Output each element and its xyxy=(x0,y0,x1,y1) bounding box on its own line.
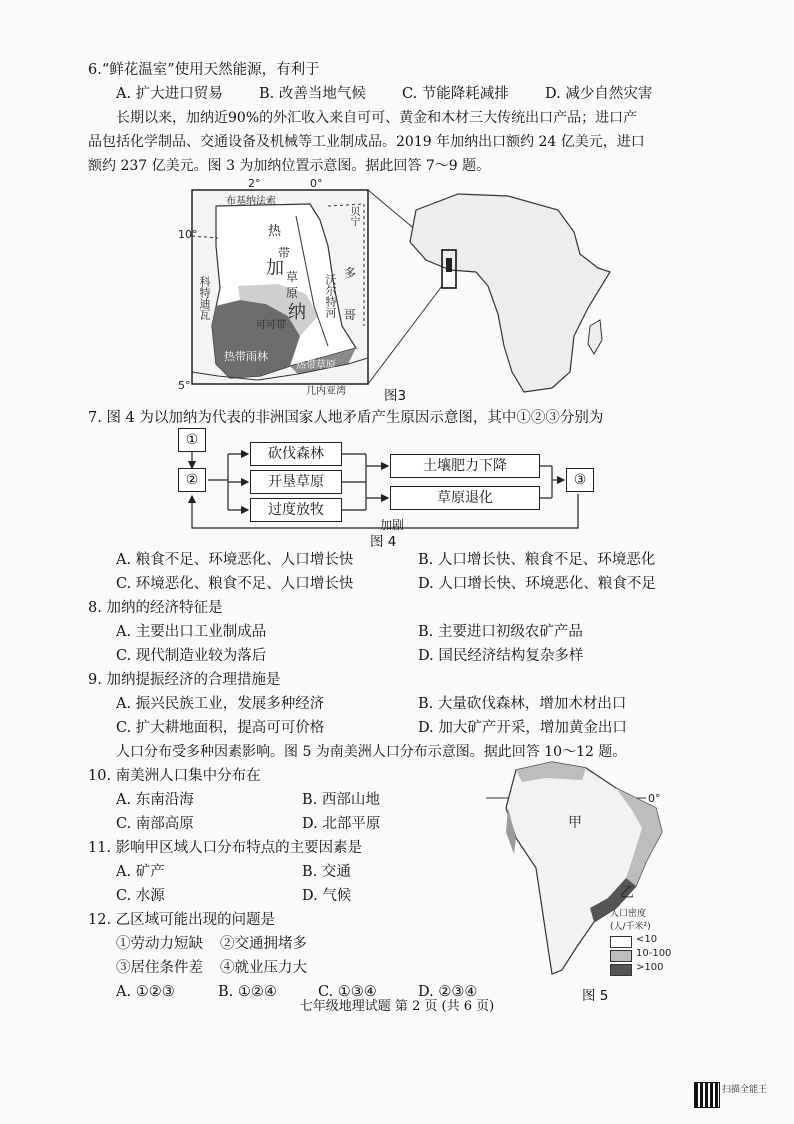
node-3: ③ xyxy=(566,468,594,492)
legend-row-mid xyxy=(610,948,686,962)
label-yuan: 原 xyxy=(286,286,299,300)
q7-option-a: A. 粮食不足、环境恶化、人口增长快 xyxy=(116,552,354,568)
node-2: ② xyxy=(178,468,206,492)
q12-option-a: A. ①②③ xyxy=(116,984,175,1000)
action-deforestation: 砍伐森林 xyxy=(250,442,342,466)
figure-5-caption: 图 5 xyxy=(582,988,609,1004)
label-benin: 贝宁 xyxy=(348,206,359,226)
figure-3-ghana-map xyxy=(178,176,618,404)
q12-item-1: ①劳动力短缺 xyxy=(116,936,203,952)
label-dai: 带 xyxy=(278,246,291,260)
legend-label-low: <10 xyxy=(636,934,658,945)
lat-label-10: 10° xyxy=(178,228,198,241)
region-jia-label: 甲 xyxy=(568,815,582,831)
q9-option-a: A. 振兴民族工业，发展多种经济 xyxy=(116,696,325,712)
legend-swatch-low xyxy=(610,936,632,948)
lat-label-5: 5° xyxy=(178,379,191,392)
q8-option-d: D. 国民经济结构复杂多样 xyxy=(418,648,584,664)
label-na: 纳 xyxy=(288,302,306,323)
legend-unit: (人/千米²) xyxy=(610,922,651,932)
q10-option-a: A. 东南沿海 xyxy=(116,792,194,808)
label-togo-duo: 多 xyxy=(344,266,357,280)
q11-stem: 11. 影响甲区域人口分布特点的主要因素是 xyxy=(88,840,363,856)
q10-stem: 10. 南美洲人口集中分布在 xyxy=(88,768,261,784)
lon-label-2: 2° xyxy=(248,177,261,190)
figure-3-caption: 图3 xyxy=(384,388,407,404)
label-savanna: 热带草原 xyxy=(296,360,336,371)
q9-option-b: B. 大量砍伐森林，增加木材出口 xyxy=(418,696,627,712)
legend-row-high xyxy=(610,962,686,976)
q12-option-c: C. ①③④ xyxy=(318,984,377,1000)
region-yi-label: 乙 xyxy=(620,885,634,901)
fig5-legend xyxy=(610,906,686,976)
feedback-label: 加剧 xyxy=(380,518,405,532)
passage2: 人口分布受多种因素影响。图 5 为南美洲人口分布示意图。据此回答 10～12 题。 xyxy=(116,744,627,760)
q8-option-c: C. 现代制造业较为落后 xyxy=(116,648,267,664)
q8-option-b: B. 主要进口初级农矿产品 xyxy=(418,624,583,640)
q12-item-2: ②交通拥堵多 xyxy=(220,936,307,952)
action-grassland-reclamation: 开垦草原 xyxy=(250,470,342,494)
q6-option-d: D. 减少自然灾害 xyxy=(545,86,653,102)
q8-option-a: A. 主要出口工业制成品 xyxy=(116,624,267,640)
equator-label: 0° xyxy=(648,792,661,805)
figure-5-south-america-map xyxy=(486,758,686,1006)
result-soil-fertility: 土壤肥力下降 xyxy=(390,454,540,478)
legend-title: 人口密度 xyxy=(610,909,647,919)
q11-option-a: A. 矿产 xyxy=(116,864,165,880)
q7-option-b: B. 人口增长快、粮食不足、环境恶化 xyxy=(418,552,656,568)
label-re: 热 xyxy=(268,224,282,239)
legend-row-low xyxy=(610,934,686,948)
label-burkina: 布基纳法索 xyxy=(226,196,276,207)
passage1-line1: 长期以来，加纳近90%的外汇收入来自可可、黄金和木材三大传统出口产品；进口产 xyxy=(116,110,638,126)
legend-label-mid: 10-100 xyxy=(636,948,672,959)
q6-stem: 6.“鲜花温室”使用天然能源，有利于 xyxy=(88,62,320,78)
q11-option-c: C. 水源 xyxy=(116,888,165,904)
label-cao: 草 xyxy=(286,270,299,284)
legend-label-high: >100 xyxy=(636,962,664,973)
q7-stem: 7. 图 4 为以加纳为代表的非洲国家人地矛盾产生原因示意图，其中①②③分别为 xyxy=(88,410,604,426)
passage1-line2: 品包括化学制品、交通设备及机械等工业制成品。2019 年加纳出口额约 24 亿美元，进口 xyxy=(88,134,645,150)
q8-stem: 8. 加纳的经济特征是 xyxy=(88,600,223,616)
q6-option-c: C. 节能降耗减排 xyxy=(402,86,509,102)
label-volta: 沃尔特河 xyxy=(324,274,337,318)
q10-option-d: D. 北部平原 xyxy=(302,816,381,832)
q12-item-4: ④就业压力大 xyxy=(220,960,307,976)
qr-code-icon xyxy=(694,1082,720,1108)
figure-4-caption: 图 4 xyxy=(370,534,397,550)
q12-option-d: D. ②③④ xyxy=(418,984,478,1000)
q9-option-d: D. 加大矿产开采，增加黄金出口 xyxy=(418,720,627,736)
ghana-map-graphic xyxy=(178,176,618,398)
q9-stem: 9. 加纳提振经济的合理措施是 xyxy=(88,672,281,688)
label-ivory-coast: 科特迪瓦 xyxy=(198,276,211,320)
q6-option-b: B. 改善当地气候 xyxy=(259,86,366,102)
label-cocoa: 可可带 xyxy=(256,320,286,331)
label-gulf: 几内亚湾 xyxy=(306,386,346,397)
label-jia: 加 xyxy=(266,258,284,279)
passage1-line3: 额约 237 亿美元。图 3 为加纳位置示意图。据此回答 7～9 题。 xyxy=(88,158,491,174)
action-overgrazing: 过度放牧 xyxy=(250,498,342,522)
q12-stem: 12. 乙区域可能出现的问题是 xyxy=(88,912,276,928)
q12-item-3: ③居住条件差 xyxy=(116,960,203,976)
node-1: ① xyxy=(178,428,206,452)
q12-option-b: B. ①②④ xyxy=(218,984,277,1000)
lon-label-0: 0° xyxy=(310,177,323,190)
q10-option-b: B. 西部山地 xyxy=(302,792,380,808)
page-footer: 七年级地理试题 第 2 页 (共 6 页) xyxy=(299,999,495,1014)
result-grassland-degradation: 草原退化 xyxy=(390,486,540,510)
legend-swatch-mid xyxy=(610,950,632,962)
q6-option-a: A. 扩大进口贸易 xyxy=(116,86,223,102)
scanner-watermark: 扫描全能王 xyxy=(722,1085,768,1095)
q7-option-d: D. 人口增长快、环境恶化、粮食不足 xyxy=(418,576,656,592)
q11-option-d: D. 气候 xyxy=(302,888,352,904)
q10-option-c: C. 南部高原 xyxy=(116,816,194,832)
legend-swatch-high xyxy=(610,964,632,976)
q7-option-c: C. 环境恶化、粮食不足、人口增长快 xyxy=(116,576,354,592)
q11-option-b: B. 交通 xyxy=(302,864,351,880)
label-togo-ge: 哥 xyxy=(344,308,357,322)
label-rainforest: 热带雨林 xyxy=(224,350,268,363)
figure-4-diagram xyxy=(170,426,610,552)
q9-option-c: C. 扩大耕地面积，提高可可价格 xyxy=(116,720,325,736)
